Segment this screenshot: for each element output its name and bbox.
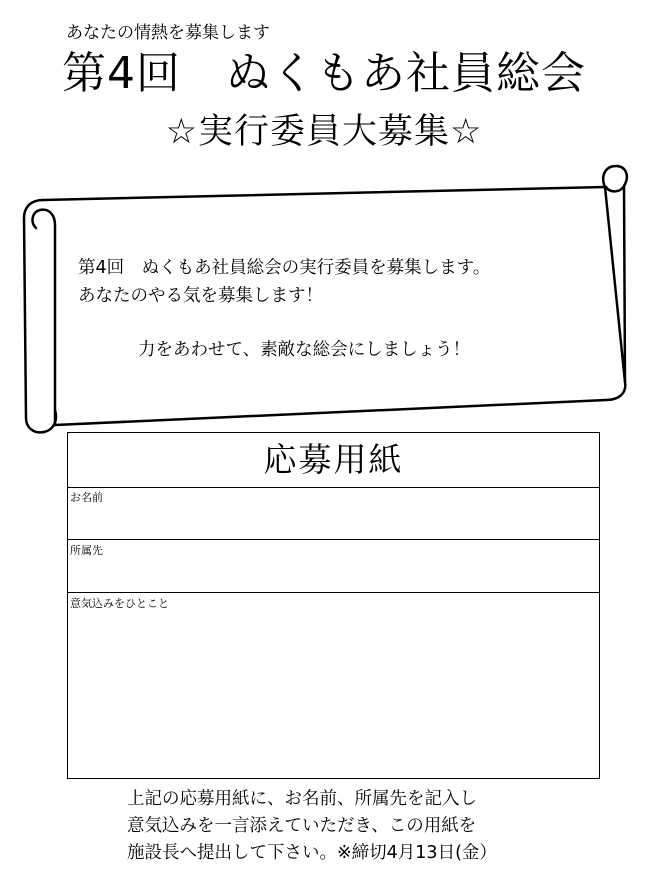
name-field[interactable] bbox=[68, 487, 599, 540]
affiliation-field-label: 所属先 bbox=[70, 544, 103, 557]
page-title: 第4回 ぬくもあ社員総会 bbox=[62, 48, 586, 99]
scroll-text-line-2: あなたのやる気を募集します！ bbox=[78, 286, 323, 306]
page-subtitle: ☆実行委員大募集☆ bbox=[165, 112, 483, 152]
tagline: あなたの情熱を募集します bbox=[66, 23, 270, 43]
form-title: 応募用紙 bbox=[68, 433, 599, 488]
footer-line-1: 上記の応募用紙に、お名前、所属先を記入し bbox=[127, 789, 477, 809]
scroll-text-line-1: 第4回 ぬくもあ社員総会の実行委員を募集します。 bbox=[78, 258, 491, 278]
enthusiasm-field[interactable] bbox=[68, 593, 599, 778]
application-form bbox=[67, 432, 600, 779]
footer-line-3: 施設長へ提出して下さい。※締切4月13日(金） bbox=[127, 843, 497, 863]
enthusiasm-field-label: 意気込みをひとこと bbox=[70, 597, 169, 610]
scroll-left-roll bbox=[24, 200, 56, 432]
scroll-text-line-3: 力をあわせて、素敵な総会にしましょう！ bbox=[138, 340, 471, 360]
name-field-label: お名前 bbox=[70, 491, 103, 504]
footer-line-2: 意気込みを一言添えていただき、この用紙を bbox=[127, 816, 477, 836]
scroll-body bbox=[43, 187, 625, 425]
affiliation-field[interactable] bbox=[68, 540, 599, 593]
